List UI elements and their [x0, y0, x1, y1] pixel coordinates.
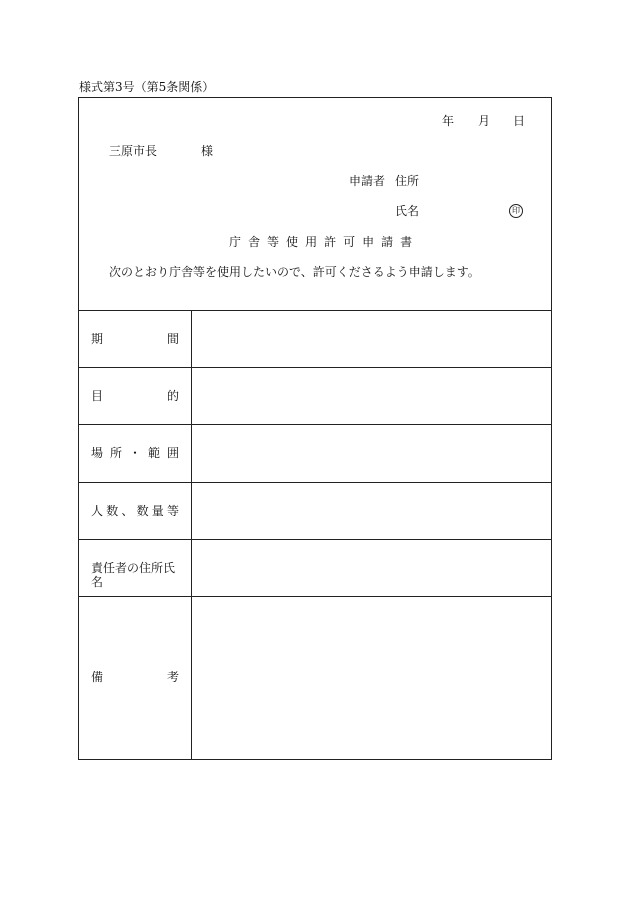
- date-year-label: 年: [442, 114, 455, 128]
- row-label-responsible-person: [91, 561, 179, 589]
- row-label-part: 数: [106, 504, 119, 518]
- row-label-part: 人: [91, 504, 104, 518]
- date-month-label: 月: [478, 114, 491, 128]
- row-label-part: 場: [91, 446, 104, 460]
- row-label-part: 量: [151, 504, 164, 518]
- application-form: [78, 97, 552, 760]
- form-title-char: 可: [343, 235, 356, 249]
- row-label-part: 所: [109, 446, 122, 460]
- row-label-part: 目: [91, 389, 104, 403]
- form-title-char: 許: [324, 235, 337, 249]
- form-title-char: 書: [400, 235, 413, 249]
- addressee-honorific: 様: [201, 144, 214, 158]
- headcount-quantity-value-cell[interactable]: [192, 483, 551, 539]
- row-label-part: ・: [128, 446, 141, 460]
- form-reference-number: 様式第3号（第5条関係）: [79, 80, 215, 94]
- form-title-char: 用: [305, 235, 318, 249]
- form-title-char: 庁: [229, 235, 242, 249]
- row-label-part: 考: [166, 670, 179, 684]
- row-label-part: 期: [91, 332, 104, 346]
- purpose-value-cell[interactable]: [192, 368, 551, 424]
- location-scope-value-cell[interactable]: [192, 425, 551, 482]
- remarks-value-cell[interactable]: [192, 597, 551, 759]
- row-label-part: 等: [166, 504, 179, 518]
- seal-mark: 印: [509, 204, 523, 218]
- row-label-part: 間: [166, 332, 179, 346]
- applicant-name-label: 氏名: [395, 204, 420, 218]
- row-label-purpose: [91, 389, 179, 403]
- form-title-char: 請: [381, 235, 394, 249]
- form-title-char: 使: [286, 235, 299, 249]
- applicant-address-label: 住所: [395, 174, 420, 188]
- form-title-char: 舎: [248, 235, 261, 249]
- form-title: [229, 235, 412, 249]
- row-label-part: 的: [166, 389, 179, 403]
- addressee-name: 三原市長: [109, 144, 158, 158]
- row-label-location-scope: [91, 446, 179, 460]
- row-label-headcount-quantity: [91, 504, 179, 518]
- row-label-part: 囲: [166, 446, 179, 460]
- form-title-char: 申: [362, 235, 375, 249]
- date-day-label: 日: [513, 114, 526, 128]
- application-statement: 次のとおり庁舎等を使用したいので、許可くださるよう申請します。: [109, 265, 480, 279]
- row-label-part: 数: [136, 504, 149, 518]
- row-label-part: 、: [121, 504, 134, 518]
- row-label-period: [91, 332, 179, 346]
- applicant-label: 申請者: [349, 174, 386, 188]
- responsible-person-value-cell[interactable]: [192, 540, 551, 596]
- row-label-part: 備: [91, 670, 104, 684]
- row-label-remarks: [91, 670, 179, 684]
- period-value-cell[interactable]: [192, 311, 551, 367]
- row-label-part: 範: [147, 446, 160, 460]
- form-title-char: 等: [267, 235, 280, 249]
- row-label-part: 責任者の住所氏名: [91, 561, 176, 589]
